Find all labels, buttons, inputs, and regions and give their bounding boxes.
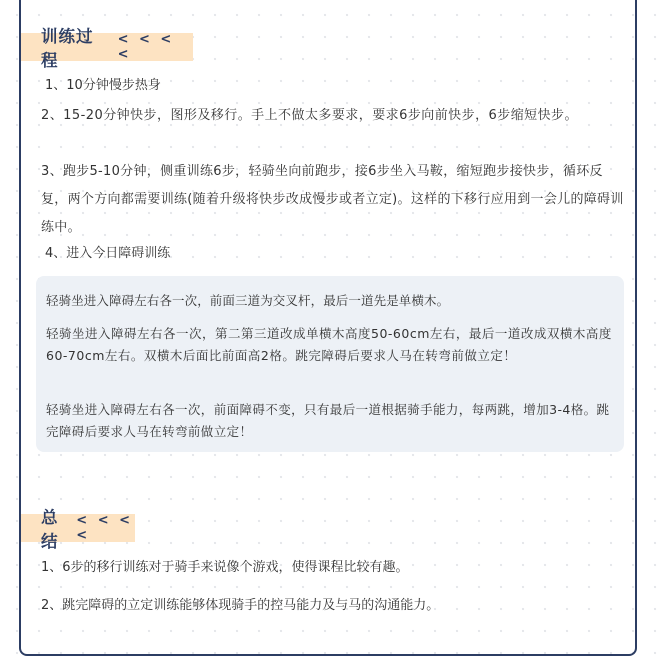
step-3: 3、跑步5-10分钟，侧重训练6步，轻骑坐向前跑步，接6步坐入马鞍，缩短跑步接快步，循环反复，两个方向都需要训练(随着升级将快步改成慢步或者立定)。这样的下移行应用到一会儿的障碍训练中。 <box>41 164 624 235</box>
obstacle-notes-box <box>36 276 624 452</box>
process-heading-title: 训练过程 <box>41 27 94 70</box>
summary-item-1: 1、6步的移行训练对于骑手来说像个游戏，使得课程比较有趣。 <box>41 560 409 575</box>
obstacle-note-2: 轻骑坐进入障碍左右各一次，第二第三道改成单横木高度50-60cm左右，最后一道改成双横木高度60-70cm左右。双横木后面比前面高2格。跳完障碍后要求人马在转弯前做立定！ <box>46 326 612 363</box>
process-heading <box>21 27 193 70</box>
summary-heading-arrows: < < < < <box>76 513 134 543</box>
step-2: 2、15-20分钟快步，图形及移行。手上不做太多要求，要求6步向前快步，6步缩短快步。 <box>41 108 578 123</box>
obstacle-note-1: 轻骑坐进入障碍左右各一次，前面三道为交叉杆，最后一道先是单横木。 <box>46 293 450 308</box>
step-4: 4、进入今日障碍训练 <box>45 246 171 261</box>
process-heading-arrows: < < < < <box>117 32 175 62</box>
obstacle-note-3: 轻骑坐进入障碍左右各一次，前面障碍不变，只有最后一道根据骑手能力，每两跳，增加3-4格。跳完障碍后要求人马在转弯前做立定！ <box>46 402 610 439</box>
summary-heading-title: 总结 <box>41 508 59 551</box>
step-1: 1、10分钟慢步热身 <box>45 78 161 93</box>
summary-item-2: 2、跳完障碍的立定训练能够体现骑手的控马能力及与马的沟通能力。 <box>41 598 440 613</box>
summary-heading <box>21 508 135 551</box>
